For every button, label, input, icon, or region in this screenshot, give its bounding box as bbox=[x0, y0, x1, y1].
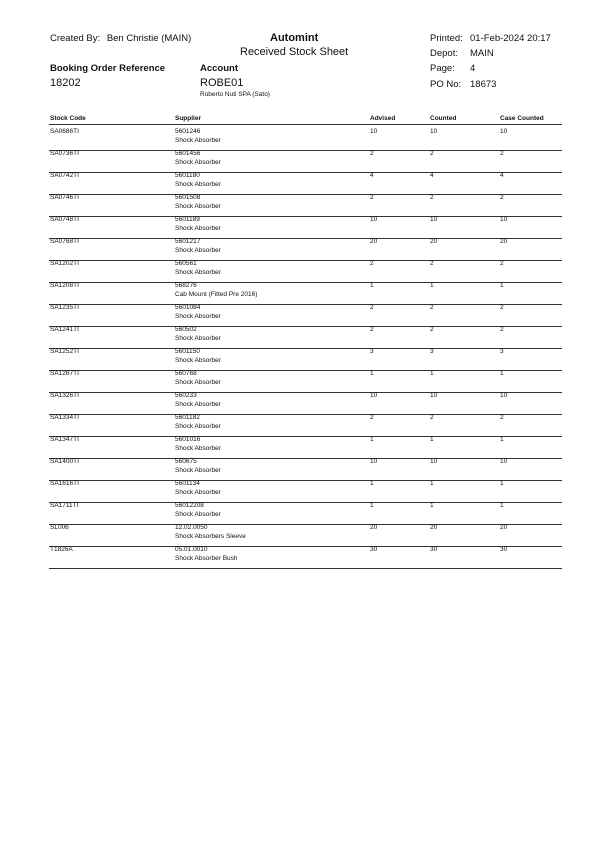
case-counted-qty: 1 bbox=[500, 282, 504, 289]
case-counted-qty: 2 bbox=[500, 260, 504, 267]
counted-qty: 1 bbox=[430, 480, 434, 487]
item-description: Shock Absorbers Sleeve bbox=[175, 532, 246, 540]
item-description: Shock Absorber bbox=[175, 488, 221, 496]
supplier-code: 12.02.0050 bbox=[175, 524, 208, 531]
table-row bbox=[0, 326, 595, 348]
case-counted-qty: 1 bbox=[500, 370, 504, 377]
col-header-counted: Counted bbox=[430, 115, 457, 122]
advised-qty: 20 bbox=[370, 524, 378, 531]
counted-qty: 2 bbox=[430, 304, 434, 311]
item-description: Shock Absorber bbox=[175, 356, 221, 364]
counted-qty: 2 bbox=[430, 150, 434, 157]
case-counted-qty: 2 bbox=[500, 194, 504, 201]
advised-qty: 2 bbox=[370, 414, 374, 421]
advised-qty: 10 bbox=[370, 392, 378, 399]
item-description: Shock Absorber bbox=[175, 202, 221, 210]
advised-qty: 1 bbox=[370, 502, 374, 509]
item-description: Shock Absorber bbox=[175, 158, 221, 166]
table-row bbox=[0, 458, 595, 480]
supplier-code: 56012208 bbox=[175, 502, 204, 509]
counted-qty: 2 bbox=[430, 414, 434, 421]
item-description: Shock Absorber bbox=[175, 224, 221, 232]
stock-code: SA1208TI bbox=[50, 282, 79, 289]
supplier-code: 5601246 bbox=[175, 128, 201, 135]
case-counted-qty: 2 bbox=[500, 150, 504, 157]
item-description: Cab Mount (Fitted Pre 2016) bbox=[175, 290, 258, 298]
supplier-code: 5601217 bbox=[175, 238, 201, 245]
sheet-title: Received Stock Sheet bbox=[240, 46, 349, 58]
counted-qty: 3 bbox=[430, 348, 434, 355]
stock-code: SL006 bbox=[50, 524, 69, 531]
advised-qty: 2 bbox=[370, 326, 374, 333]
company-name: Automint bbox=[270, 32, 319, 44]
supplier-code: 05.01.0010 bbox=[175, 546, 208, 553]
advised-qty: 2 bbox=[370, 304, 374, 311]
col-header-advised: Advised bbox=[370, 115, 396, 122]
booking-ref-label: Booking Order Reference bbox=[50, 63, 166, 74]
stock-code: T1826A bbox=[50, 546, 73, 553]
counted-qty: 1 bbox=[430, 502, 434, 509]
case-counted-qty: 2 bbox=[500, 326, 504, 333]
booking-ref-value: 18202 bbox=[50, 77, 81, 89]
table-row bbox=[0, 304, 595, 326]
stock-code: SA1326TI bbox=[50, 392, 79, 399]
table-row bbox=[0, 128, 595, 150]
stock-code: SA1347TI bbox=[50, 436, 79, 443]
stock-code: SA0742TI bbox=[50, 172, 79, 179]
case-counted-qty: 20 bbox=[500, 238, 508, 245]
table-row bbox=[0, 392, 595, 414]
advised-qty: 2 bbox=[370, 150, 374, 157]
table-row bbox=[0, 194, 595, 216]
table-row bbox=[0, 172, 595, 194]
counted-qty: 1 bbox=[430, 370, 434, 377]
supplier-code: 560768 bbox=[175, 370, 197, 377]
counted-qty: 10 bbox=[430, 458, 438, 465]
advised-qty: 10 bbox=[370, 128, 378, 135]
stock-code: SA1334TI bbox=[50, 414, 79, 421]
header-divider bbox=[49, 124, 562, 125]
po-label: PO No: bbox=[430, 79, 462, 90]
supplier-code: 560233 bbox=[175, 392, 197, 399]
stock-code: SA1616TI bbox=[50, 480, 79, 487]
item-description: Shock Absorber bbox=[175, 378, 221, 386]
counted-qty: 20 bbox=[430, 524, 438, 531]
counted-qty: 10 bbox=[430, 216, 438, 223]
item-description: Shock Absorber bbox=[175, 400, 221, 408]
advised-qty: 20 bbox=[370, 238, 378, 245]
item-description: Shock Absorber bbox=[175, 510, 221, 518]
stock-code: SA1400TI bbox=[50, 458, 79, 465]
supplier-code: 560675 bbox=[175, 458, 197, 465]
advised-qty: 1 bbox=[370, 480, 374, 487]
stock-code: SA1202TI bbox=[50, 260, 79, 267]
item-description: Shock Absorber bbox=[175, 334, 221, 342]
supplier-code: 568276 bbox=[175, 282, 197, 289]
table-row bbox=[0, 414, 595, 436]
po-value: 18673 bbox=[470, 79, 497, 90]
case-counted-qty: 20 bbox=[500, 524, 508, 531]
stock-code: SA1711TI bbox=[50, 502, 79, 509]
created-by bbox=[50, 33, 191, 44]
page-label: Page: bbox=[430, 63, 455, 74]
printed-label: Printed: bbox=[430, 33, 463, 44]
supplier-code: 5601134 bbox=[175, 480, 200, 487]
table-row bbox=[0, 238, 595, 260]
item-description: Shock Absorber bbox=[175, 444, 221, 452]
case-counted-qty: 10 bbox=[500, 392, 508, 399]
account-name: Roberto Nuti SPA (Sato) bbox=[200, 91, 270, 98]
created-by-value: Ben Christie (MAIN) bbox=[106, 33, 192, 44]
table-row bbox=[0, 436, 595, 458]
advised-qty: 10 bbox=[370, 216, 378, 223]
case-counted-qty: 2 bbox=[500, 414, 504, 421]
stock-code: SA0686TI bbox=[50, 128, 79, 135]
counted-qty: 10 bbox=[430, 392, 438, 399]
stock-code: SA0748TI bbox=[50, 216, 79, 223]
item-description: Shock Absorber bbox=[175, 246, 221, 254]
supplier-code: 5601016 bbox=[175, 436, 201, 443]
advised-qty: 30 bbox=[370, 546, 378, 553]
stock-code: SA1235TI bbox=[50, 304, 79, 311]
supplier-code: 560561 bbox=[175, 260, 197, 267]
item-description: Shock Absorber bbox=[175, 466, 221, 474]
col-header-stock-code: Stock Code bbox=[50, 115, 86, 122]
counted-qty: 30 bbox=[430, 546, 438, 553]
depot-label: Depot: bbox=[430, 48, 458, 59]
advised-qty: 1 bbox=[370, 370, 374, 377]
advised-qty: 3 bbox=[370, 348, 374, 355]
supplier-code: 5601084 bbox=[175, 304, 201, 311]
advised-qty: 2 bbox=[370, 260, 374, 267]
case-counted-qty: 1 bbox=[500, 436, 504, 443]
table-row bbox=[0, 480, 595, 502]
supplier-code: 5601182 bbox=[175, 414, 200, 421]
table-row bbox=[0, 260, 595, 282]
account-value: ROBE01 bbox=[200, 77, 244, 89]
stock-code: SA1252TI bbox=[50, 348, 79, 355]
table-row bbox=[0, 370, 595, 392]
case-counted-qty: 10 bbox=[500, 216, 508, 223]
advised-qty: 10 bbox=[370, 458, 378, 465]
item-description: Shock Absorber bbox=[175, 136, 221, 144]
counted-qty: 1 bbox=[430, 436, 434, 443]
depot-value: MAIN bbox=[470, 48, 494, 59]
table-row bbox=[0, 546, 595, 568]
stock-code: SA0746TI bbox=[50, 194, 79, 201]
table-row bbox=[0, 216, 595, 238]
supplier-code: 5601456 bbox=[175, 150, 201, 157]
counted-qty: 1 bbox=[430, 282, 434, 289]
page-number: 4 bbox=[470, 63, 476, 74]
item-description: Shock Absorber bbox=[175, 180, 221, 188]
advised-qty: 2 bbox=[370, 194, 374, 201]
table-row bbox=[0, 150, 595, 172]
stock-code: SA0768TI bbox=[50, 238, 79, 245]
item-description: Shock Absorber Bush bbox=[175, 554, 238, 562]
stock-code: SA1241TI bbox=[50, 326, 79, 333]
case-counted-qty: 4 bbox=[500, 172, 504, 179]
stock-code: SA0736TI bbox=[50, 150, 79, 157]
counted-qty: 10 bbox=[430, 128, 438, 135]
advised-qty: 1 bbox=[370, 282, 374, 289]
col-header-supplier: Supplier bbox=[175, 115, 202, 122]
advised-qty: 4 bbox=[370, 172, 374, 179]
col-header-case-counted: Case Counted bbox=[500, 115, 544, 122]
counted-qty: 2 bbox=[430, 260, 434, 267]
table-row bbox=[0, 502, 595, 524]
stock-code: SA1267TI bbox=[50, 370, 79, 377]
supplier-code: 560502 bbox=[175, 326, 197, 333]
case-counted-qty: 3 bbox=[500, 348, 504, 355]
table-row bbox=[0, 348, 595, 370]
counted-qty: 2 bbox=[430, 326, 434, 333]
counted-qty: 20 bbox=[430, 238, 438, 245]
printed-value: 01-Feb-2024 20:17 bbox=[470, 33, 551, 44]
account-label: Account bbox=[200, 63, 238, 74]
supplier-code: 5601508 bbox=[175, 194, 201, 201]
table-row bbox=[0, 282, 595, 304]
created-by-label: Created By: bbox=[50, 33, 101, 44]
counted-qty: 2 bbox=[430, 194, 434, 201]
case-counted-qty: 10 bbox=[500, 458, 508, 465]
case-counted-qty: 2 bbox=[500, 304, 504, 311]
advised-qty: 1 bbox=[370, 436, 374, 443]
case-counted-qty: 30 bbox=[500, 546, 508, 553]
case-counted-qty: 1 bbox=[500, 502, 504, 509]
case-counted-qty: 1 bbox=[500, 480, 504, 487]
supplier-code: 5601150 bbox=[175, 348, 200, 355]
item-description: Shock Absorber bbox=[175, 268, 221, 276]
table-row bbox=[0, 524, 595, 546]
supplier-code: 5601189 bbox=[175, 216, 200, 223]
counted-qty: 4 bbox=[430, 172, 434, 179]
row-divider bbox=[49, 568, 562, 569]
item-description: Shock Absorber bbox=[175, 422, 221, 430]
item-description: Shock Absorber bbox=[175, 312, 221, 320]
supplier-code: 5601180 bbox=[175, 172, 200, 179]
case-counted-qty: 10 bbox=[500, 128, 508, 135]
